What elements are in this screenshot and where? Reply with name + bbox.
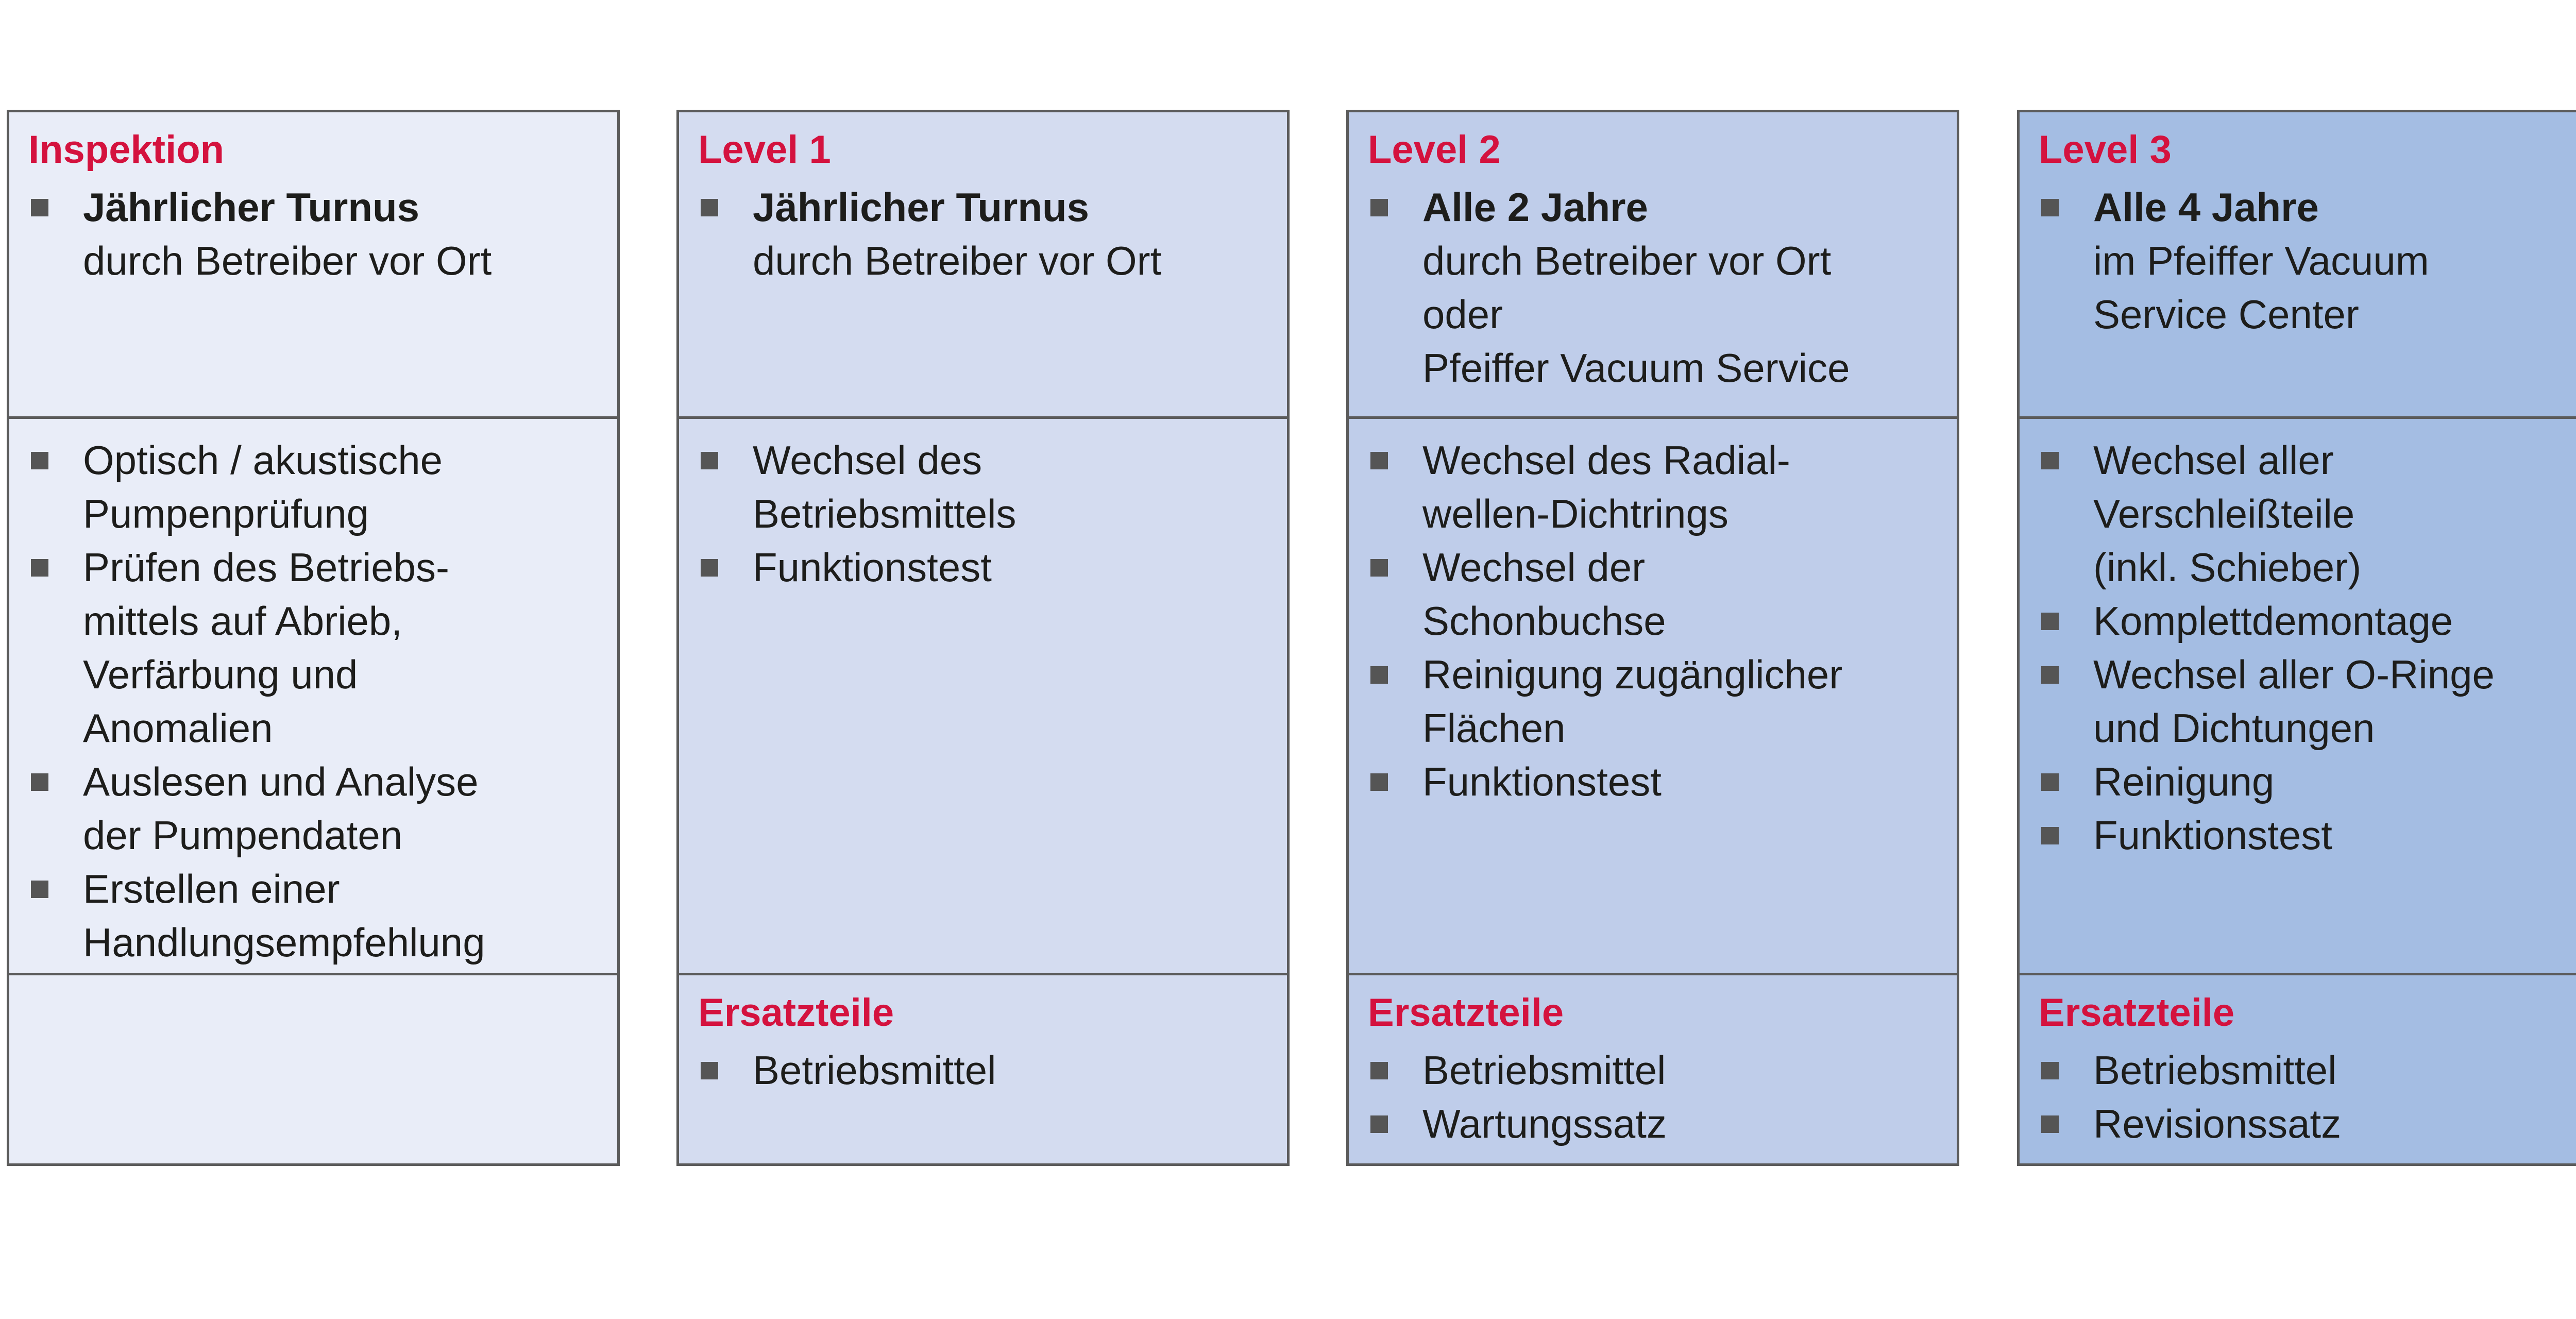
schedule-frequency: Jährlicher Turnus: [83, 184, 420, 230]
task-item: [1368, 755, 1957, 808]
schedule-list: [2039, 180, 2576, 341]
task-line: Funktionstest: [1422, 759, 1662, 804]
square-bullet-icon: [2041, 1062, 2059, 1079]
schedule-list: [698, 180, 1287, 288]
task-line: Wechsel aller O-Ringe: [2093, 652, 2495, 697]
square-bullet-icon: [31, 199, 48, 216]
task-line: wellen-Dichtrings: [1422, 491, 1728, 536]
square-bullet-icon: [2041, 773, 2059, 791]
schedule-section: [679, 112, 1287, 416]
task-item: [698, 540, 1287, 594]
task-line: Erstellen einer: [83, 866, 340, 911]
tasks-section: [679, 416, 1287, 973]
card-level-1: [676, 110, 1290, 1166]
task-item: [1368, 648, 1957, 755]
square-bullet-icon: [31, 559, 48, 577]
parts-section: [9, 973, 617, 1163]
parts-item: [1368, 1097, 1957, 1151]
square-bullet-icon: [701, 199, 718, 216]
task-line: Komplettdemontage: [2093, 598, 2453, 644]
task-line: Pumpenprüfung: [83, 491, 369, 536]
square-bullet-icon: [1370, 199, 1388, 216]
task-line: Flächen: [1422, 705, 1566, 751]
task-item: [2039, 808, 2576, 862]
task-item: [2039, 433, 2576, 594]
square-bullet-icon: [2041, 666, 2059, 684]
schedule-section: [1349, 112, 1957, 416]
parts-title: Ersatzteile: [1368, 991, 1564, 1035]
task-item: [1368, 433, 1957, 540]
parts-item: [698, 1043, 1287, 1097]
card-level-3: [2017, 110, 2576, 1166]
schedule-detail: Service Center: [2093, 292, 2359, 337]
task-item: [28, 540, 617, 755]
parts-line: Wartungssatz: [1422, 1101, 1667, 1146]
tasks-section: [9, 416, 617, 973]
square-bullet-icon: [31, 881, 48, 898]
parts-line: Betriebsmittel: [753, 1047, 996, 1093]
task-line: Optisch / akustische: [83, 437, 443, 483]
square-bullet-icon: [1370, 773, 1388, 791]
square-bullet-icon: [1370, 1062, 1388, 1079]
task-line: mittels auf Abrieb,: [83, 598, 402, 644]
schedule-section: [9, 112, 617, 416]
task-line: Handlungsempfehlung: [83, 920, 485, 965]
task-line: der Pumpendaten: [83, 813, 403, 858]
card-inspektion: [7, 110, 620, 1166]
task-item: [2039, 594, 2576, 648]
schedule-item: [28, 180, 617, 288]
task-line: und Dichtungen: [2093, 705, 2375, 751]
square-bullet-icon: [701, 452, 718, 469]
task-list: [698, 433, 1287, 594]
task-line: (inkl. Schieber): [2093, 545, 2362, 590]
schedule-item: [698, 180, 1287, 288]
parts-item: [2039, 1097, 2576, 1151]
task-line: Verfärbung und: [83, 652, 358, 697]
task-list: [2039, 433, 2576, 862]
square-bullet-icon: [1370, 452, 1388, 469]
square-bullet-icon: [701, 1062, 718, 1079]
task-item: [1368, 540, 1957, 648]
task-item: [2039, 648, 2576, 755]
card-title: Level 2: [1368, 128, 1501, 172]
parts-section: [2020, 973, 2576, 1163]
schedule-detail: durch Betreiber vor Ort: [753, 238, 1162, 283]
schedule-item: [1368, 180, 1957, 395]
square-bullet-icon: [1370, 1115, 1388, 1133]
square-bullet-icon: [31, 773, 48, 791]
card-title: Level 1: [698, 128, 831, 172]
schedule-frequency: Jährlicher Turnus: [753, 184, 1090, 230]
schedule-list: [28, 180, 617, 288]
task-item: [2039, 755, 2576, 808]
task-line: Reinigung zugänglicher: [1422, 652, 1843, 697]
square-bullet-icon: [701, 559, 718, 577]
square-bullet-icon: [2041, 827, 2059, 844]
schedule-frequency: Alle 4 Jahre: [2093, 184, 2319, 230]
task-item: [28, 862, 617, 969]
schedule-detail: durch Betreiber vor Ort: [83, 238, 492, 283]
task-line: Verschleißteile: [2093, 491, 2355, 536]
parts-line: Betriebsmittel: [2093, 1047, 2337, 1093]
square-bullet-icon: [2041, 452, 2059, 469]
card-title: Inspektion: [28, 128, 225, 172]
parts-list: [1368, 1043, 1957, 1151]
task-item: [28, 433, 617, 540]
square-bullet-icon: [2041, 1115, 2059, 1133]
task-line: Auslesen und Analyse: [83, 759, 479, 804]
task-item: [698, 433, 1287, 540]
task-line: Betriebsmittels: [753, 491, 1016, 536]
task-line: Prüfen des Betriebs-: [83, 545, 450, 590]
schedule-detail: oder: [1422, 292, 1503, 337]
task-line: Anomalien: [83, 705, 273, 751]
square-bullet-icon: [1370, 559, 1388, 577]
tasks-section: [2020, 416, 2576, 973]
schedule-list: [1368, 180, 1957, 395]
task-list: [1368, 433, 1957, 808]
card-title: Level 3: [2039, 128, 2172, 172]
square-bullet-icon: [2041, 199, 2059, 216]
schedule-detail: Pfeiffer Vacuum Service: [1422, 345, 1850, 391]
task-line: Schonbuchse: [1422, 598, 1666, 644]
parts-title: Ersatzteile: [698, 991, 894, 1035]
square-bullet-icon: [2041, 613, 2059, 630]
task-line: Reinigung: [2093, 759, 2275, 804]
parts-line: Revisionssatz: [2093, 1101, 2342, 1146]
parts-section: [679, 973, 1287, 1163]
parts-item: [1368, 1043, 1957, 1097]
task-line: Funktionstest: [2093, 813, 2332, 858]
card-level-2: [1346, 110, 1959, 1166]
square-bullet-icon: [1370, 666, 1388, 684]
parts-section: [1349, 973, 1957, 1163]
schedule-item: [2039, 180, 2576, 341]
schedule-detail: im Pfeiffer Vacuum: [2093, 238, 2429, 283]
parts-list: [698, 1043, 1287, 1097]
parts-line: Betriebsmittel: [1422, 1047, 1666, 1093]
parts-item: [2039, 1043, 2576, 1097]
schedule-frequency: Alle 2 Jahre: [1422, 184, 1648, 230]
task-line: Wechsel des Radial-: [1422, 437, 1790, 483]
task-line: Funktionstest: [753, 545, 992, 590]
schedule-section: [2020, 112, 2576, 416]
tasks-section: [1349, 416, 1957, 973]
task-line: Wechsel der: [1422, 545, 1646, 590]
parts-title: Ersatzteile: [2039, 991, 2235, 1035]
task-line: Wechsel aller: [2093, 437, 2334, 483]
parts-list: [2039, 1043, 2576, 1151]
square-bullet-icon: [31, 452, 48, 469]
task-list: [28, 433, 617, 969]
schedule-detail: durch Betreiber vor Ort: [1422, 238, 1832, 283]
task-item: [28, 755, 617, 862]
task-line: Wechsel des: [753, 437, 982, 483]
